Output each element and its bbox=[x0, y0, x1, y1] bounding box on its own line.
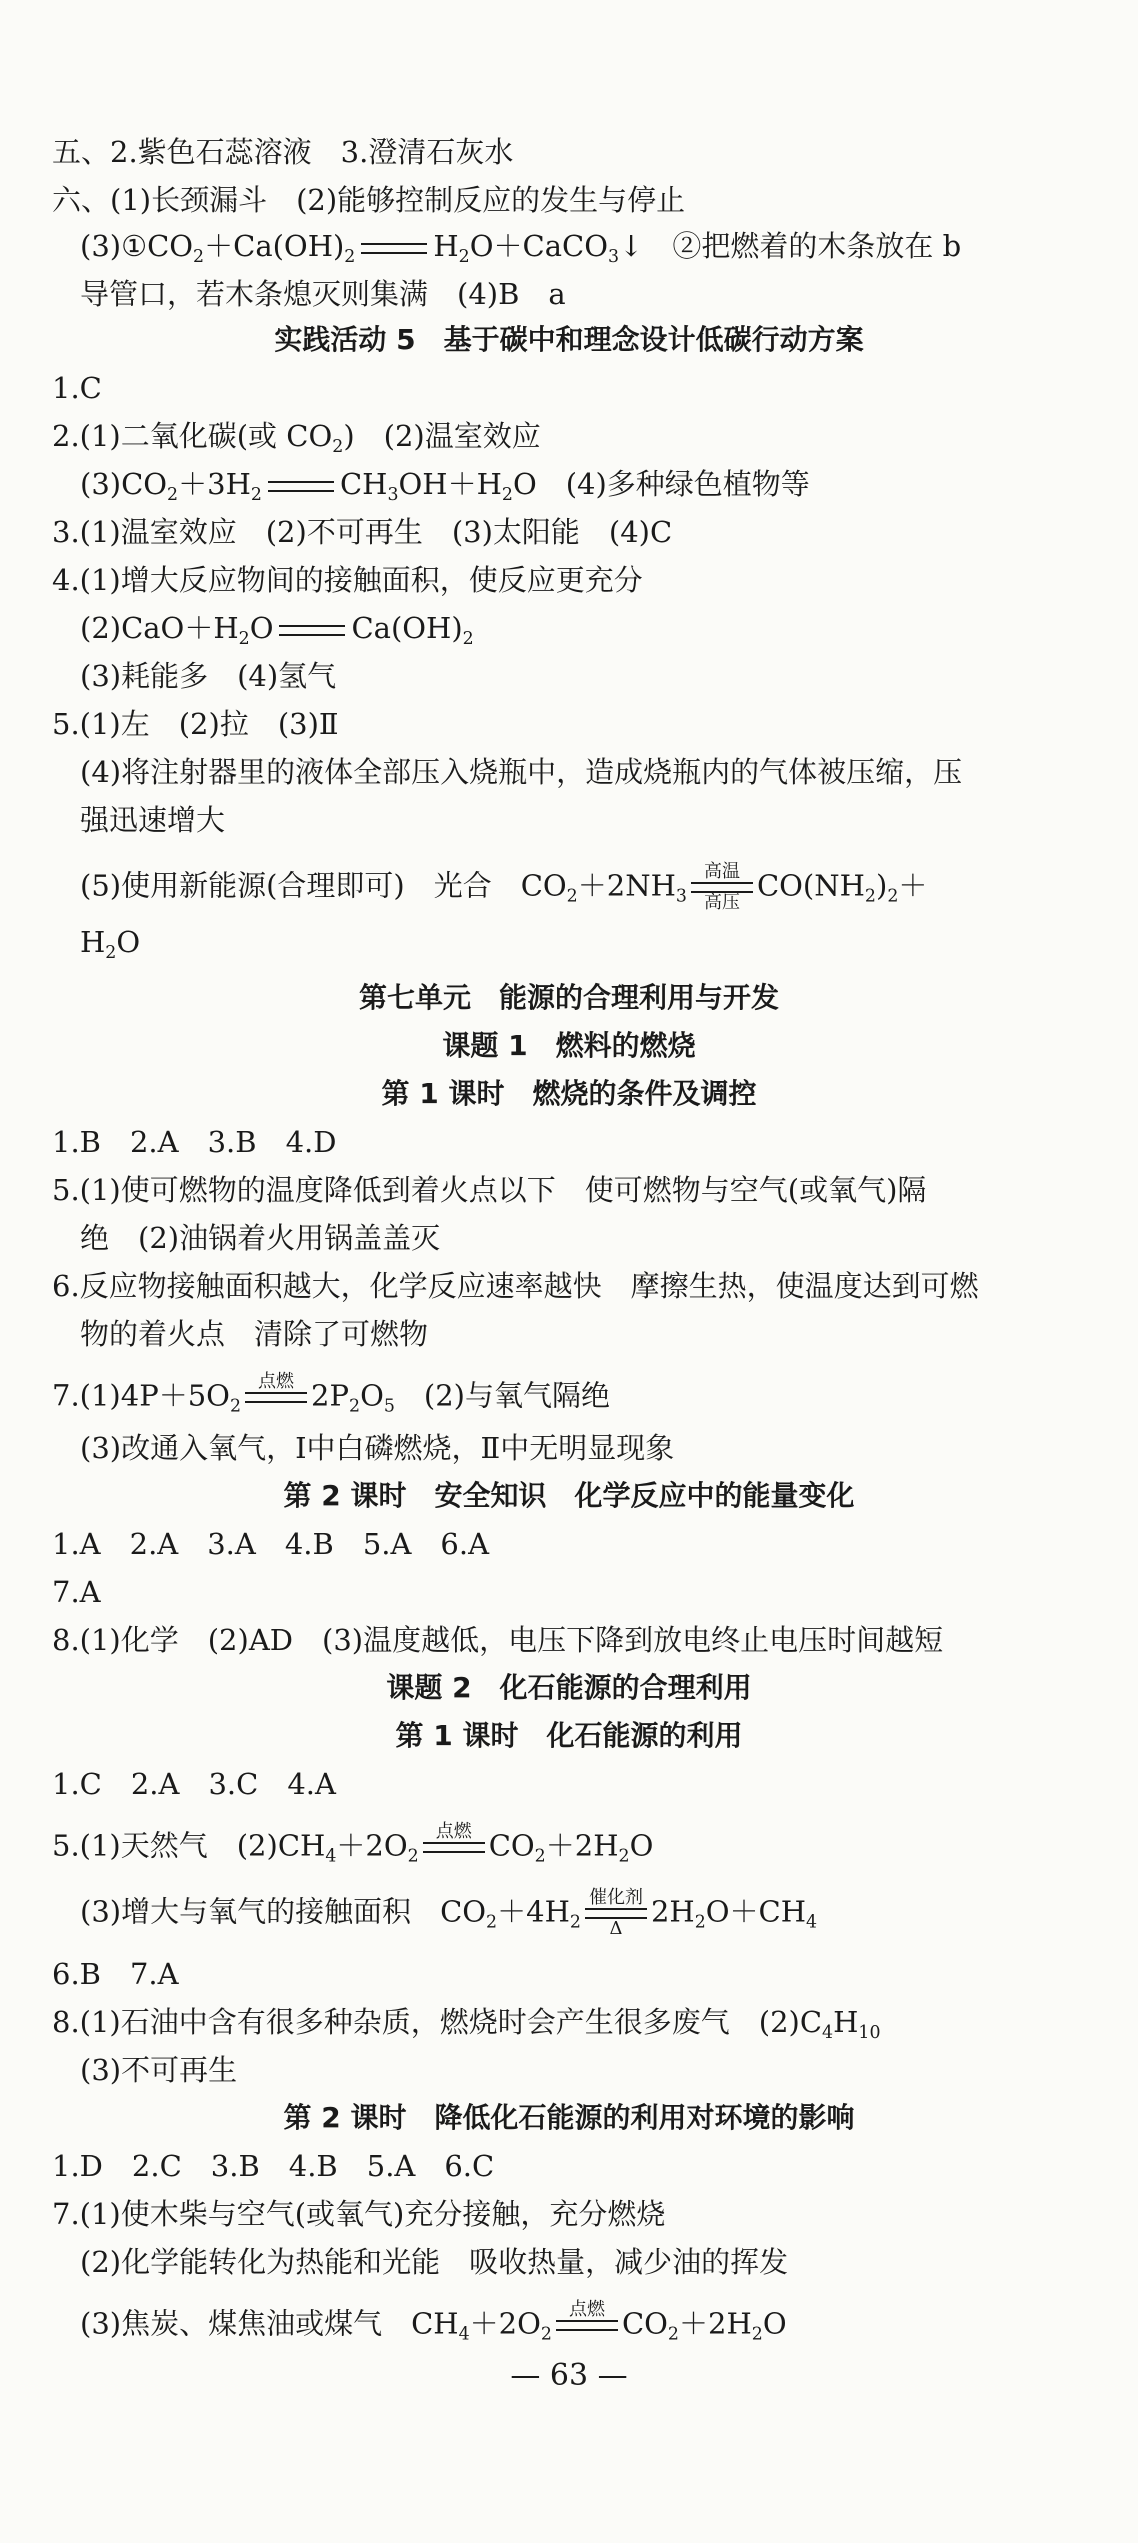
answer-line: (3)耗能多 (4)氢气 bbox=[80, 659, 337, 693]
reaction-condition: 点燃 bbox=[556, 2300, 618, 2351]
answer-line: 8.(1)化学 (2)AD (3)温度越低，电压下降到放电终止电压时间越短 bbox=[52, 1623, 944, 1657]
equation-line: $(2)CaO+H_2O$ $Ca(OH)_2$ bbox=[80, 611, 474, 650]
answer-line: 强迅速增大 bbox=[80, 803, 226, 837]
lesson-heading: 第 2 课时 安全知识 化学反应中的能量变化 bbox=[283, 1479, 855, 1512]
answer-line: (3)改通入氧气，Ⅰ中白磷燃烧，Ⅱ中无明显现象 bbox=[80, 1431, 675, 1465]
answer-line: 6.反应物接触面积越大，化学反应速率越快 摩擦生热，使温度达到可燃 bbox=[52, 1269, 979, 1303]
equation-line: $(3)①CO_2+Ca(OH)_2$ $H_2O+CaCO_3↓$ ②把燃着的木条放在 b bbox=[80, 229, 962, 268]
answer-line: 绝 (2)油锅着火用锅盖盖灭 bbox=[80, 1221, 441, 1255]
answer-line: (3)不可再生 bbox=[80, 2053, 238, 2087]
answer-line: 7.A bbox=[52, 1575, 101, 1609]
equation-line: $H_2O$ bbox=[80, 925, 141, 964]
answer-line: 1.C bbox=[52, 371, 102, 405]
reaction-condition: 点燃 bbox=[423, 1822, 485, 1873]
page-number: — 63 — bbox=[510, 2358, 628, 2393]
answer-line: (4)将注射器里的液体全部压入烧瓶中，造成烧瓶内的气体被压缩，压 bbox=[80, 755, 963, 789]
unit-heading: 第七单元 能源的合理利用与开发 bbox=[358, 981, 779, 1014]
equation-line: 5.(1)天然气 $(2)CH_4+2O_2$ 点燃 $CO_2+2H_2O$ bbox=[52, 1822, 653, 1873]
answer-line: 2.(1)二氧化碳(或 $CO_2$) (2)温室效应 bbox=[52, 419, 541, 458]
answer-line: 7.(1)使木柴与空气(或氧气)充分接触，充分燃烧 bbox=[52, 2197, 666, 2231]
answer-line: 1.B 2.A 3.B 4.D bbox=[52, 1125, 337, 1159]
equals-sign bbox=[361, 243, 427, 254]
section-heading: 实践活动 5 基于碳中和理念设计低碳行动方案 bbox=[274, 323, 864, 356]
answer-line: 5.(1)使可燃物的温度降低到着火点以下 使可燃物与空气(或氧气)隔 bbox=[52, 1173, 927, 1207]
equation-line: (5)使用新能源(合理即可) 光合 $CO_2+2NH_3$ 高温 高压 $CO(NH_2)_2+$ bbox=[80, 861, 928, 913]
answer-line: 六、(1)长颈漏斗 (2)能够控制反应的发生与停止 bbox=[52, 183, 686, 217]
equation-line: $7.(1)4P+5O_2$ 点燃 $2P_2O_5$ (2)与氧气隔绝 bbox=[52, 1372, 610, 1423]
equals-sign bbox=[279, 625, 345, 636]
equation-line: (3)焦炭、煤焦油或煤气 $CH_4+2O_2$ 点燃 $CO_2+2H_2O$ bbox=[80, 2300, 787, 2351]
answer-line: (2)化学能转化为热能和光能 吸收热量，减少油的挥发 bbox=[80, 2245, 789, 2279]
lesson-heading: 第 1 课时 化石能源的利用 bbox=[395, 1719, 743, 1752]
equals-sign bbox=[268, 481, 334, 492]
answer-line: 1.A 2.A 3.A 4.B 5.A 6.A bbox=[52, 1527, 490, 1561]
reaction-condition: 点燃 bbox=[245, 1372, 307, 1423]
answer-line: 4.(1)增大反应物间的接触面积，使反应更充分 bbox=[52, 563, 643, 597]
answer-line: 3.(1)温室效应 (2)不可再生 (3)太阳能 (4)C bbox=[52, 515, 673, 549]
topic-heading: 课题 1 燃料的燃烧 bbox=[442, 1029, 696, 1062]
topic-heading: 课题 2 化石能源的合理利用 bbox=[386, 1671, 752, 1704]
answer-line: 1.C 2.A 3.C 4.A bbox=[52, 1767, 336, 1801]
answer-line: 1.D 2.C 3.B 4.B 5.A 6.C bbox=[52, 2149, 495, 2183]
answer-line: 五、2.紫色石蕊溶液 3.澄清石灰水 bbox=[52, 135, 514, 169]
answer-line: 8.(1)石油中含有很多种杂质，燃烧时会产生很多废气 $(2)C_4H_{10}$ bbox=[52, 2005, 881, 2044]
answer-line: 5.(1)左 (2)拉 (3)Ⅱ bbox=[52, 707, 339, 741]
answer-line: 导管口，若木条熄灭则集满 (4)B a bbox=[80, 277, 566, 311]
answer-line: 物的着火点 清除了可燃物 bbox=[80, 1317, 429, 1351]
lesson-heading: 第 1 课时 燃烧的条件及调控 bbox=[381, 1077, 757, 1110]
answer-line: 6.B 7.A bbox=[52, 1957, 179, 1991]
equation-line: $(3)CO_2+3H_2$ $CH_3OH+H_2O$ (4)多种绿色植物等 bbox=[80, 467, 810, 506]
reaction-condition: 高温 高压 bbox=[691, 862, 753, 913]
equation-line: (3)增大与氧气的接触面积 $CO_2+4H_2$ 催化剂 Δ $2H_2O+CH_4$ bbox=[80, 1887, 818, 1939]
reaction-condition: 催化剂 Δ bbox=[585, 1888, 647, 1939]
lesson-heading: 第 2 课时 降低化石能源的利用对环境的影响 bbox=[283, 2101, 855, 2134]
